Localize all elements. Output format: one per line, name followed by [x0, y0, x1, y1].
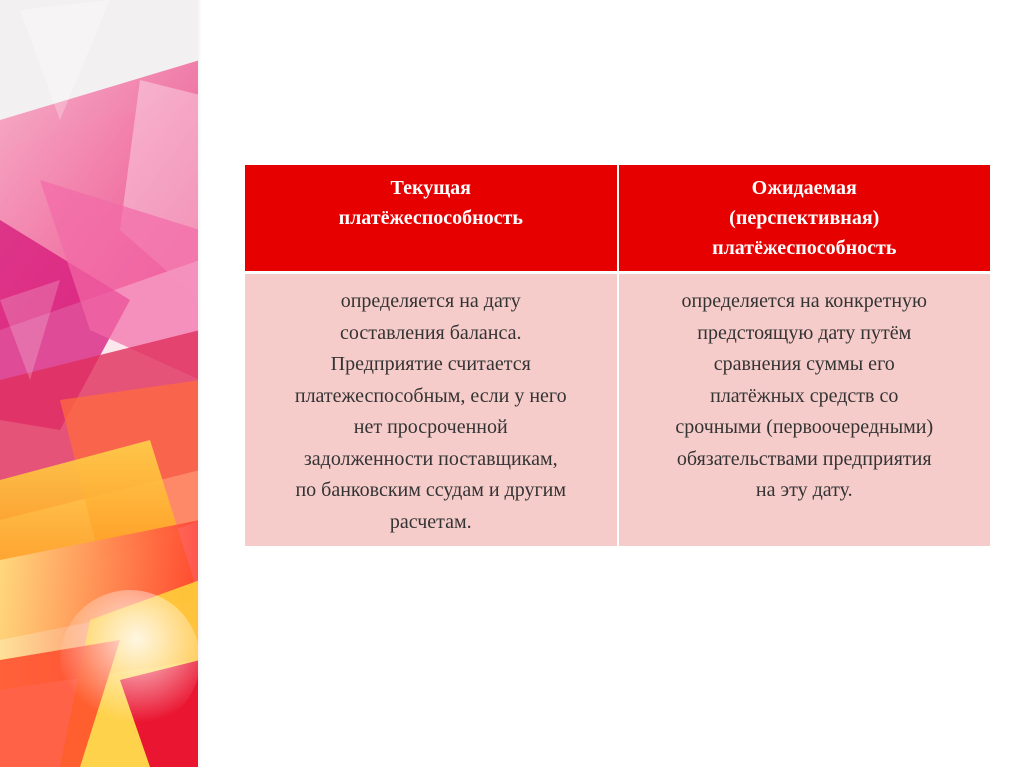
- header-line: платёжеспособность: [338, 207, 523, 229]
- cell-line: расчетам.: [389, 510, 472, 533]
- cell-current-solvency: [245, 273, 618, 547]
- cell-line: составления баланса.: [339, 321, 522, 344]
- header-line: Текущая: [390, 177, 471, 199]
- cell-line: платёжных средств со: [710, 384, 899, 407]
- cell-line: определяется на дату: [340, 290, 521, 312]
- header-expected-solvency: [618, 165, 991, 273]
- cell-line: платежеспособным, если у него: [294, 384, 567, 407]
- cell-line: на эту дату.: [755, 479, 853, 501]
- table-row: [245, 273, 990, 547]
- cell-line: Предприятие считается: [330, 353, 531, 375]
- cell-line: срочными (первоочередными): [675, 416, 934, 438]
- cell-line: нет просроченной: [353, 416, 508, 438]
- cell-line: предстоящую дату путём: [697, 321, 912, 344]
- cell-line: по банковским ссудам и другим: [295, 479, 567, 501]
- decorative-divider: [198, 0, 202, 767]
- table-header-row: [245, 165, 990, 273]
- comparison-table: [245, 165, 990, 546]
- decorative-abstract-shapes: [0, 0, 200, 767]
- cell-line: сравнения суммы его: [713, 353, 895, 375]
- header-line: платёжеспособность: [712, 237, 897, 259]
- header-line: (перспективная): [729, 207, 880, 229]
- cell-line: определяется на конкретную: [681, 290, 927, 312]
- cell-line: задолженности поставщикам,: [303, 447, 558, 470]
- header-line: Ожидаемая: [751, 177, 857, 199]
- header-current-solvency: [245, 165, 618, 273]
- cell-line: обязательствами предприятия: [676, 447, 932, 470]
- cell-expected-solvency: [618, 273, 991, 547]
